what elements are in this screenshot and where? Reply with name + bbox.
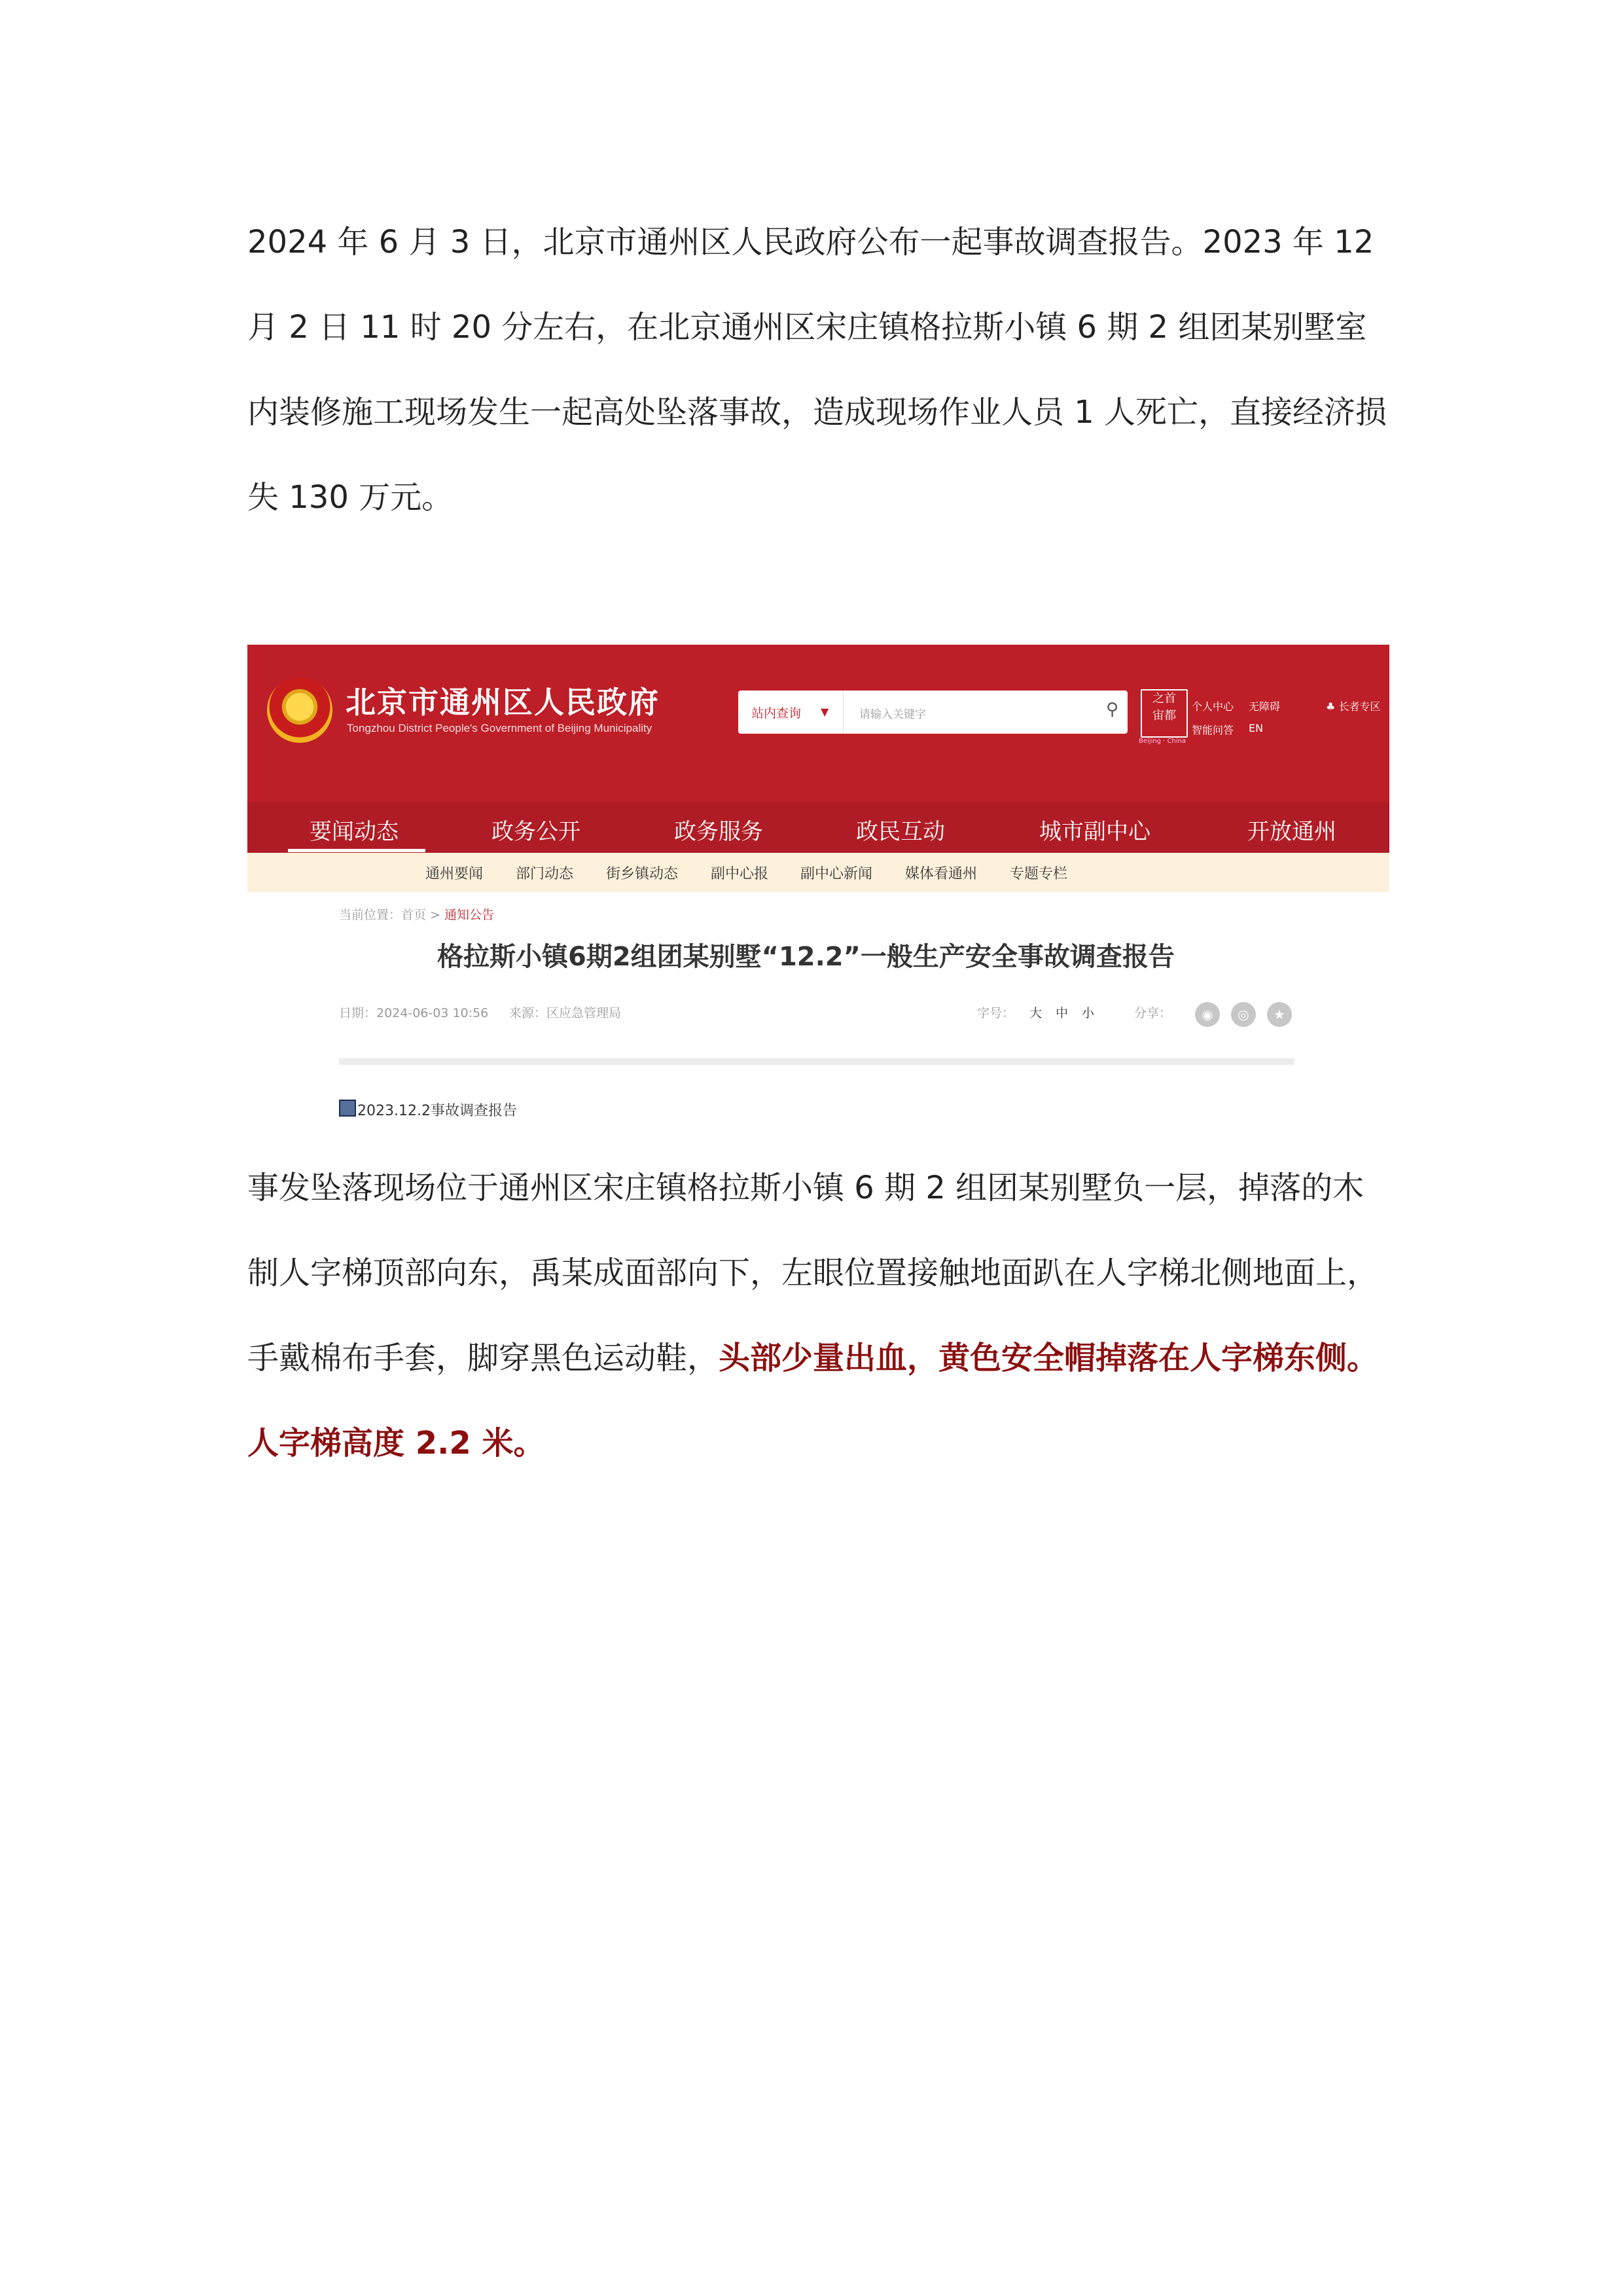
share-label: 分享： [1134, 1006, 1172, 1020]
document-icon [339, 1100, 356, 1117]
site-header [247, 645, 1389, 853]
breadcrumb [339, 905, 494, 923]
nav-item-interaction[interactable]: 政民互动 [856, 819, 945, 845]
subnav-item[interactable]: 街乡镇动态 [606, 866, 679, 882]
article-source: 来源：区应急管理局 [509, 1006, 622, 1020]
breadcrumb-current[interactable]: 通知公告 [444, 908, 495, 922]
capital-logo-line2: 宙都 [1152, 709, 1176, 723]
sub-nav [247, 853, 1389, 892]
capital-logo-caption: Beijing · China [1139, 738, 1186, 745]
intro-paragraph: 2024 年 6 月 3 日，北京市通州区人民政府公布一起事故调查报告。2023 年 12 月 2 日 11 时 20 分左右，在北京通州区宋庄镇格拉斯小镇 6 期 2 组团某别墅室内装修施工现场发生一起高处坠落事故，造成现场作业人员 1 人死亡，直接经济损失 130 万元。 [247, 224, 1387, 516]
nav-item-gov-open[interactable]: 政务公开 [491, 819, 580, 845]
search-input[interactable]: 请输入关键字 [859, 708, 926, 721]
nav-item-sub-center[interactable]: 城市副中心 [1039, 819, 1150, 845]
divider [339, 1058, 1294, 1065]
attachment-link[interactable] [339, 1100, 517, 1120]
scene-emphasis: 头部少量出血，黄色安全帽掉落在人字梯东侧。人字梯高度 2.2 米。 [247, 1340, 1379, 1462]
nav-item-gov-service[interactable]: 政务服务 [674, 819, 763, 845]
font-size-small[interactable]: 小 [1082, 1006, 1095, 1020]
article-title: 格拉斯小镇6期2组团某别墅“12.2”一般生产安全事故调查报告 [437, 942, 1175, 972]
site-subtitle: Tongzhou District People's Government of Beijing Municipality [347, 722, 652, 734]
subnav-item[interactable]: 部门动态 [516, 866, 574, 882]
font-size-large[interactable]: 大 [1029, 1006, 1043, 1020]
article-date: 日期：2024-06-03 10:56 [339, 1006, 489, 1020]
smart-qa-link[interactable]: 智能问答 [1192, 724, 1234, 736]
capital-logo-line1: 之首 [1152, 692, 1176, 706]
personal-center-link[interactable]: 个人中心 [1192, 700, 1234, 713]
search-icon[interactable]: ⚲ [1105, 700, 1118, 719]
caret-down-icon: ▼ [821, 706, 829, 718]
favorite-star-icon[interactable]: ★ [1267, 1002, 1292, 1027]
english-link[interactable]: EN [1249, 722, 1264, 734]
nav-item-news[interactable]: 要闻动态 [310, 819, 399, 845]
scene-paragraph [247, 1145, 1389, 1486]
subnav-item[interactable]: 媒体看通州 [905, 866, 978, 882]
breadcrumb-home[interactable]: 首页 [401, 908, 427, 922]
website-screenshot [247, 645, 1389, 1122]
search-box [738, 691, 1128, 734]
national-emblem-icon [267, 677, 332, 743]
subnav-item[interactable]: 副中心新闻 [800, 866, 873, 882]
nav-item-open-tongzhou[interactable]: 开放通州 [1247, 819, 1336, 845]
font-size-medium[interactable]: 中 [1056, 1006, 1069, 1020]
weibo-icon[interactable]: ◎ [1231, 1002, 1256, 1027]
attachment-label: 2023.12.2事故调查报告 [357, 1103, 517, 1119]
breadcrumb-label: 当前位置： [339, 908, 402, 922]
search-scope-label: 站内查询 [751, 706, 802, 721]
scene-description: 事发坠落现场位于通州区宋庄镇格拉斯小镇 6 期 2 组团某别墅负一层，掉落的木制人字梯顶部向东，禹某成面部向下，左眼位置接触地面趴在人字梯北侧地面上，手戴棉布手套，脚穿黑色运动鞋， [247, 1170, 1379, 1376]
main-nav [247, 802, 1389, 853]
capital-logo[interactable] [1141, 689, 1188, 738]
elder-icon: ♣ [1326, 700, 1339, 713]
elder-zone-label: 长者专区 [1338, 700, 1381, 713]
wechat-icon[interactable]: ◉ [1195, 1002, 1220, 1027]
nav-active-indicator [288, 849, 425, 852]
subnav-item[interactable]: 专题专栏 [1010, 866, 1068, 882]
font-size-label: 字号： [977, 1006, 1015, 1020]
subnav-item[interactable]: 通州要闻 [425, 866, 484, 882]
accessibility-link[interactable]: 无障碍 [1249, 700, 1281, 713]
site-title[interactable]: 北京市通州区人民政府 [346, 685, 660, 720]
subnav-item[interactable]: 副中心报 [711, 866, 769, 882]
search-scope-select[interactable] [738, 691, 844, 734]
breadcrumb-separator: > [430, 908, 440, 922]
elder-zone-link[interactable] [1326, 698, 1380, 713]
